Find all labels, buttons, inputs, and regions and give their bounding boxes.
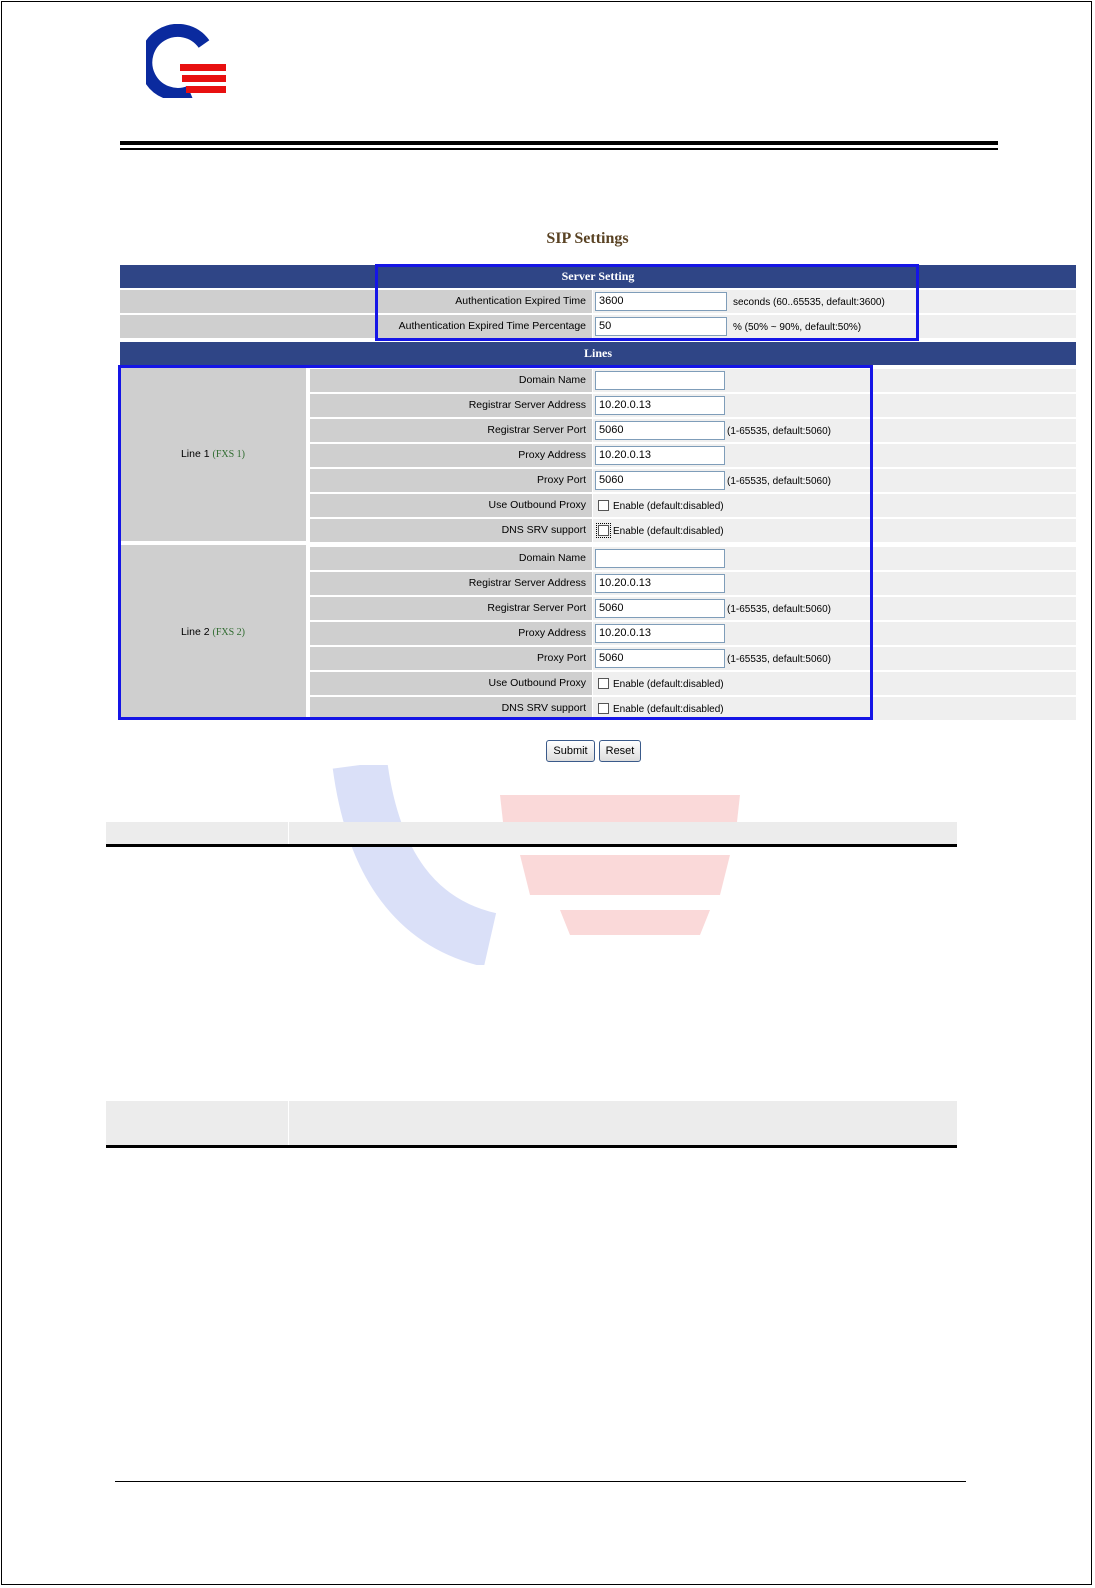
row-label: Registrar Server Address [310, 572, 592, 595]
rule-1 [106, 844, 957, 847]
company-logo-icon [146, 24, 226, 98]
server-setting-header: Server Setting [120, 265, 1076, 288]
line-1-reg-port-note: (1-65535, default:5060) [727, 426, 831, 437]
line-2-proxy-port-note: (1-65535, default:5060) [727, 654, 831, 665]
row-label: Proxy Port [310, 469, 592, 492]
gray-bar-1 [106, 822, 957, 844]
page-title: SIP Settings [546, 230, 629, 247]
row-label: Use Outbound Proxy [310, 494, 592, 517]
line-port: (FXS 2) [212, 626, 246, 638]
row-label: Registrar Server Port [310, 419, 592, 442]
line-2-proxy-port-input[interactable]: 5060 [595, 649, 725, 668]
rule-2 [106, 1145, 957, 1148]
header-rule [120, 141, 998, 145]
line-2-proxy-addr-input[interactable]: 10.20.0.13 [595, 624, 725, 643]
row-label: Proxy Address [310, 444, 592, 467]
line-2-dns-note: Enable (default:disabled) [613, 704, 724, 715]
auth-expired-time-input[interactable]: 3600 [595, 292, 727, 311]
row-label: Domain Name [310, 369, 592, 392]
auth-expired-percentage-input[interactable]: 50 [595, 317, 727, 336]
gray-bar-2 [106, 1101, 957, 1145]
line-2-reg-port-input[interactable]: 5060 [595, 599, 725, 618]
submit-button[interactable]: Submit [546, 740, 595, 762]
row-label: Authentication Expired Time [120, 290, 592, 313]
line-name: Line 2 [180, 626, 210, 638]
row-label: Proxy Address [310, 622, 592, 645]
line-name: Line 1 [180, 448, 210, 460]
line-2-reg-addr-input[interactable]: 10.20.0.13 [595, 574, 725, 593]
auth-expired-percentage-note: % (50% ~ 90%, default:50%) [733, 322, 862, 333]
line-2-outbound-note: Enable (default:disabled) [613, 679, 724, 690]
row-label: Use Outbound Proxy [310, 672, 592, 695]
line-1-outbound-note: Enable (default:disabled) [613, 501, 724, 512]
row-label: Domain Name [310, 547, 592, 570]
lines-highlight-box [118, 365, 873, 720]
auth-expired-time-note: seconds (60..65535, default:3600) [733, 297, 885, 308]
footer-rule [115, 1481, 966, 1482]
line-1-reg-addr-input[interactable]: 10.20.0.13 [595, 396, 725, 415]
line-1-reg-port-input[interactable]: 5060 [595, 421, 725, 440]
row-label: Registrar Server Port [310, 597, 592, 620]
line-1-proxy-port-input[interactable]: 5060 [595, 471, 725, 490]
line-1-dns-note: Enable (default:disabled) [613, 526, 724, 537]
server-setting-highlight-box [375, 264, 919, 341]
line-port: (FXS 1) [212, 448, 246, 460]
line-1-proxy-addr-input[interactable]: 10.20.0.13 [595, 446, 725, 465]
row-label: DNS SRV support [310, 519, 592, 542]
row-label: Registrar Server Address [310, 394, 592, 417]
row-label: Proxy Port [310, 647, 592, 670]
header-rule-thin [120, 148, 998, 150]
row-label: DNS SRV support [310, 697, 592, 720]
reset-button[interactable]: Reset [599, 740, 641, 762]
watermark-logo-icon [290, 765, 800, 965]
row-label: Authentication Expired Time Percentage [120, 315, 592, 338]
line-2-reg-port-note: (1-65535, default:5060) [727, 604, 831, 615]
lines-header: Lines [120, 342, 1076, 365]
line-1-proxy-port-note: (1-65535, default:5060) [727, 476, 831, 487]
